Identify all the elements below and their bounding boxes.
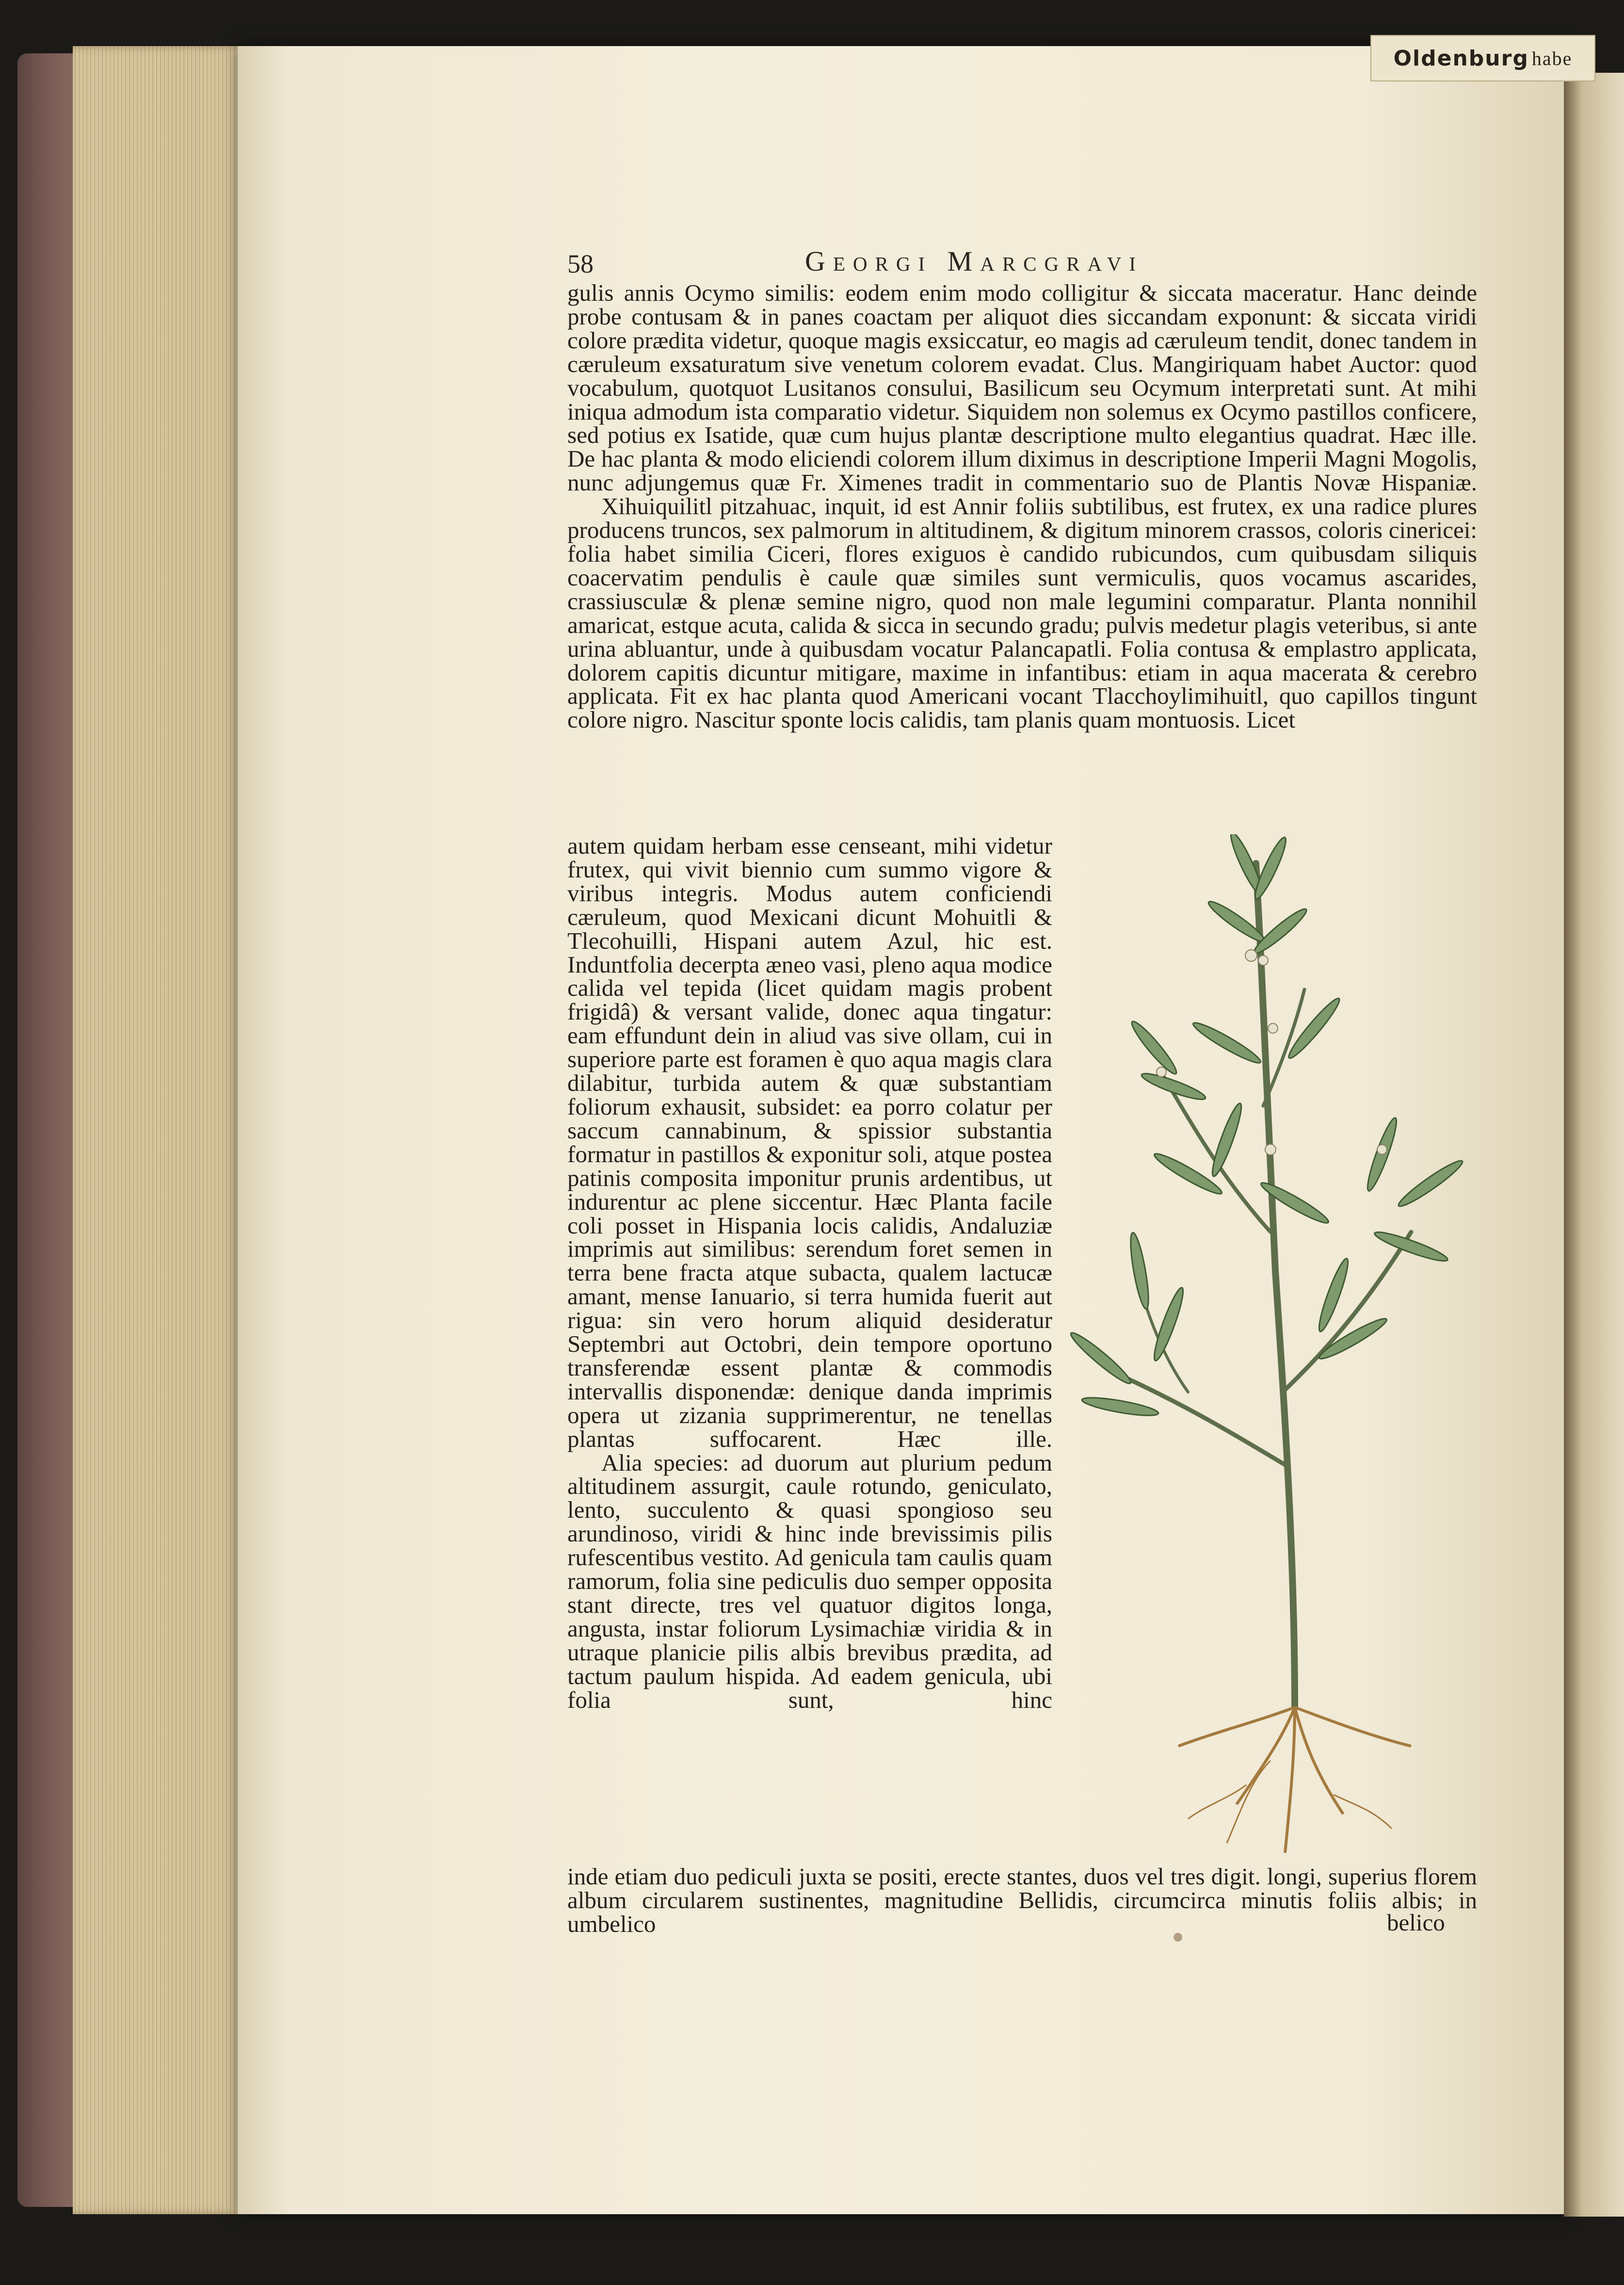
text-block-top xyxy=(567,281,1477,732)
catchword: belico xyxy=(1387,1909,1445,1936)
page-fore-edge xyxy=(73,46,247,2214)
plant-roots xyxy=(1178,1707,1411,1853)
paragraph-1: gulis annis Ocymo similis: eodem enim modo colligitur & siccata maceratur. Hanc deinde probe contusam & in panes coactam per aliquot dies siccandam exponunt: & siccata viridi colore prædita videtur, quoque magis exsiccatur, eo magis ad cæruleum tendit, donec tandem in cæruleum exsaturatum sive venetum colorem evadat. Clus. Mangiriquam habet Auctor: quod vocabulum, quotquot Lusitanos consului, Basilicum seu Ocymum interpretati sunt. At mihi iniqua admodum ista comparatio videtur. Siquidem non solemus ex Ocymo pastillos conficere, sed potius ex Isatide, quæ cum hujus plantæ descriptione multo elegantius quadrat. Hæc ille. De hac planta & modo eliciendi colorem illum diximus in descriptione Imperii Magni Mogolis, nunc adjungemus quæ Fr. Ximenes tradit in commentario suo de Plantis Novæ Hispaniæ. xyxy=(567,279,1477,496)
label-suffix: habe xyxy=(1531,47,1573,69)
running-title: Georgi Marcgravi xyxy=(805,245,1144,277)
library-label xyxy=(1370,35,1595,81)
paper-spot xyxy=(1174,1933,1182,1942)
paragraph-2: Xihuiquilitl pitzahuac, inquit, id est Annir foliis subtilibus, est frutex, ex una radice plures producens truncos, sex palmorum in altitudinem, & digitum minorem crassos, coloris cinericei: folia habet similia Ciceri, flores exiguos è candido rubicundos, cum quibusdam siliquis coacervatim pendulis è caule quæ similes sunt vermiculis, quos vocamus ascarides, crassiusculæ & plenæ semine nigro, quod non male legumini comparatur. Planta nonnihil amaricat, estque acuta, calida & sicca in secundo gradu; pulvis medetur plagis veteribus, si ante urina abluantur, unde à quibusdam vocatur Palancapatli. Folia contusa & emplastro applicata, dolorem capitis dicuntur mitigare, maxime in infantibus: etiam in aqua macerata & cerebro applicata. Fit ex hac planta quod Americani vocant Tlacchoylimihuitl, quo capillos tingunt colore nigro. Nascitur sponte locis calidis, tam planis quam montuosis. Licet xyxy=(567,493,1477,733)
text-block-bottom xyxy=(567,1865,1477,1936)
running-header xyxy=(567,245,1489,284)
plant-stem xyxy=(1125,863,1411,1707)
facing-page-edge xyxy=(1564,73,1624,2217)
text-block-left-column xyxy=(567,834,1052,1712)
label-main: Oldenburg xyxy=(1393,46,1529,71)
paragraph-4: Alia species: ad duorum aut plurium pedum altitudinem assurgit, caule rotundo, geniculato, lento, succulento & quasi spongioso seu arundinoso, viridi & hinc inde brevissimis pilis rufescentibus vestito. Ad genicula tam caulis quam ramorum, folia sine pediculis duo semper opposita stant directe, tres vel quatuor digitos longa, angusta, instar foliorum Lysimachiæ viridia & in utraque planicie pilis albis brevibus prædita, ad tactum paulum hispida. Ad eadem genicula, ubi folia sunt, hinc xyxy=(567,1449,1052,1713)
paragraph-3: autem quidam herbam esse censeant, mihi videtur frutex, qui vivit biennio cum summo vigore & viribus integris. Modus autem conficiendi cæruleum, quod Mexicani dicunt Mohuitli & Tlecohuilli, Hispani autem Azul, hic est. Induntfolia decerpta æneo vasi, pleno aqua modice calida vel tepida (licet quidam magis probent frigidâ) & versant valide, donec aqua tingatur: eam effundunt dein in aliud vas sive ollam, cui in superiore parte est foramen è quo aqua magis clara dilabitur, turbida autem & quæ substantiam foliorum exhausit, subsidet: ea porro colatur per saccum cannabinum, & spissior substantia formatur in pastillos & exponitur soli, atque postea patinis composita imponitur prunis ardentibus, ut indurentur ac plene siccentur. Hæc Planta facile coli posset in Hispania locis calidis, Andaluziæ imprimis aut similibus: serendum foret semen in terra bene fracta atque subacta, qualem lactucæ amant, mense Ianuario, si terra humida fuerit aut rigua: sin vero horum aliquid desideratur Septembri aut Octobri, dein tempore oportuno transferendæ essent plantæ & commodis intervallis disponendæ: denique danda imprimis opera ut zizania supprimerentur, ne tenellas plantas suffocarent. Hæc ille. xyxy=(567,832,1052,1452)
plant-illustration xyxy=(1043,834,1503,1867)
page-number: 58 xyxy=(567,249,594,278)
paragraph-5: inde etiam duo pediculi juxta se positi, erecte stantes, duos vel tres digit. longi, superius florem album circularem sustinentes, magnitudine Bellidis, circumcirca minutis foliis albis; in umbelico xyxy=(567,1863,1477,1937)
